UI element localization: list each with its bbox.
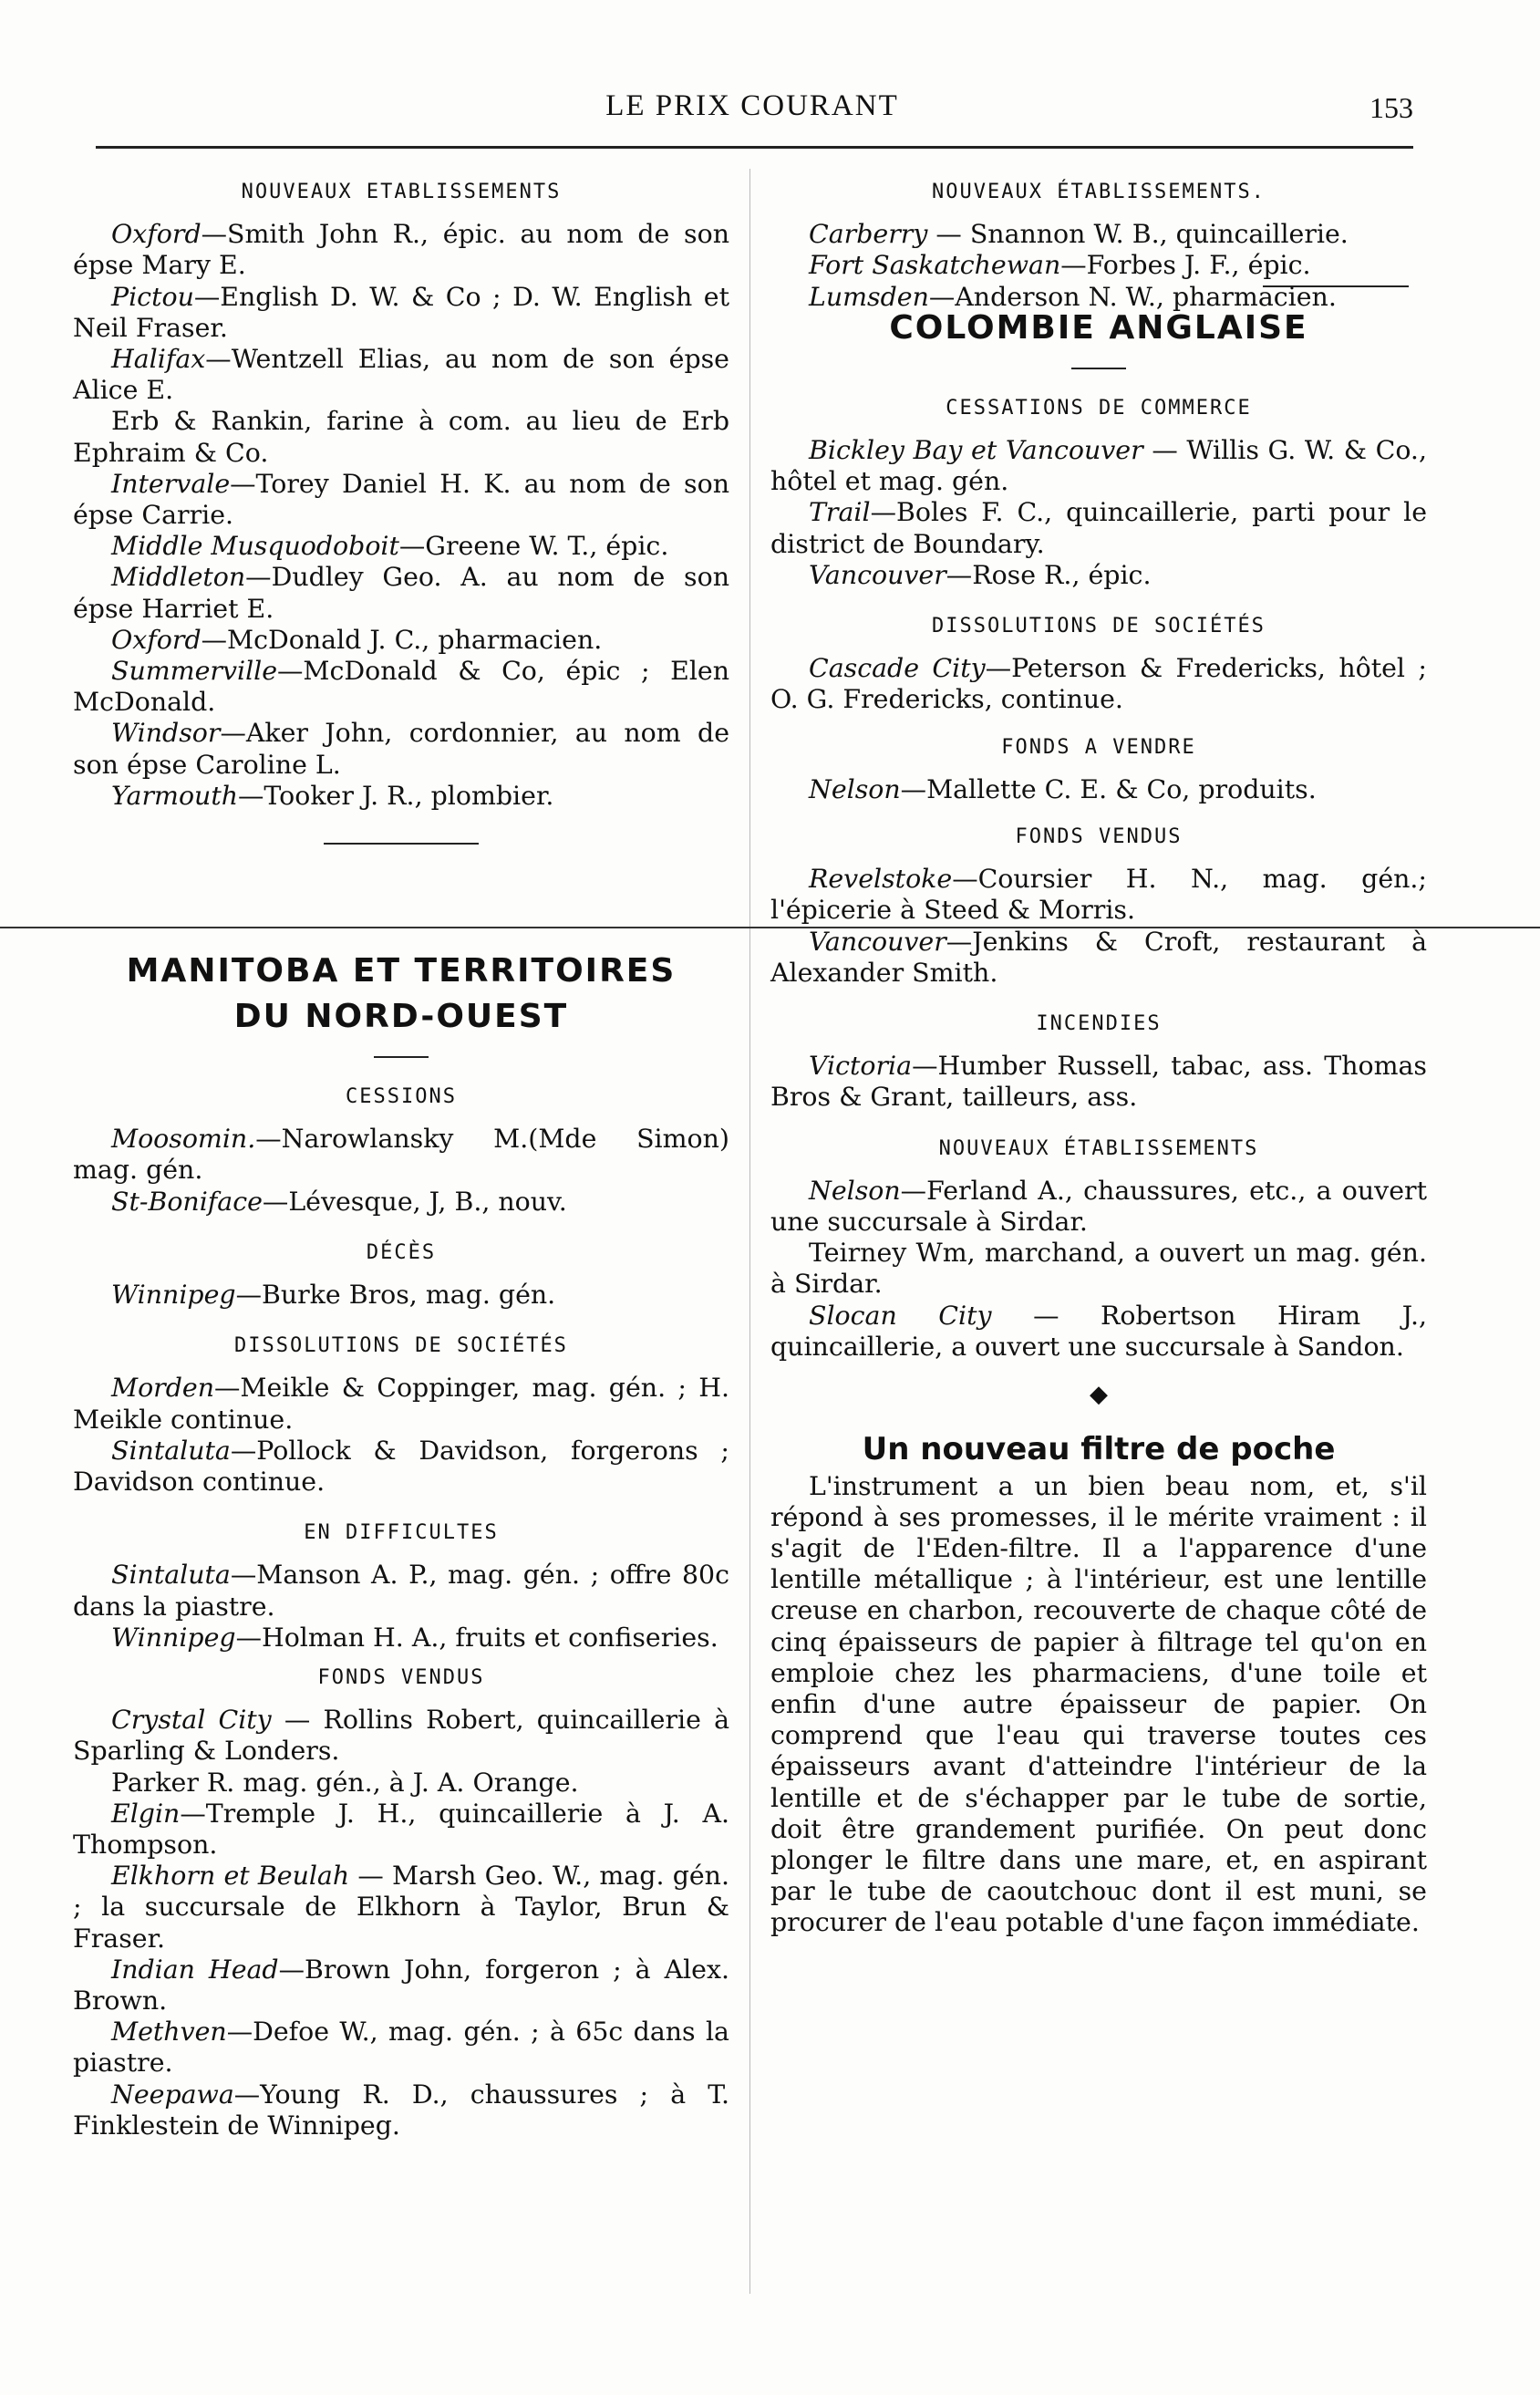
column-divider — [749, 169, 750, 2294]
diamond-ornament-icon: ◆ — [1090, 1381, 1108, 1409]
place-name: Lumsden — [809, 281, 929, 312]
province-heading-line1: MANITOBA ET TERRITOIRES — [126, 952, 677, 990]
entry-text: —Manson A. P., mag. gén. ; offre 80c dans la piastre. — [73, 1560, 729, 1622]
entry-text: —Forbes J. F., épic. — [1060, 250, 1311, 281]
section-heading: CESSIONS — [346, 1085, 457, 1108]
entry-list — [770, 864, 1427, 989]
entry-text: —Burke Bros, mag. gén. — [235, 1280, 556, 1311]
place-name: Neepawa — [111, 2079, 234, 2110]
entry-text: —Brown John, forgeron ; à Alex. Brown. — [73, 1954, 729, 2017]
listing-entry — [73, 562, 729, 624]
entry-list — [73, 1124, 729, 1218]
article-body: L'instrument a un bien beau nom, et, s'il répond à ses promesses, il le mérite vraiment : il s'agit de l'Eden-filtre. Il a l'apparence d'une lentille métallique ; à l'intérieur, est une lentille creuse en charbon, recouverte de chaque côté de cinq épaisseurs de papier à filtrage tel qu'on en emploie chez les pharmaciens, d'une toile et enfin d'une autre épaisseur de papier. On comprend que l'eau qui traverse toutes ces épaisseurs avant d'atteindre l'intérieur de la lentille et de s'échapper par le tube de sortie, doit être grandement purifiée. On peut donc plonger le filtre dans une mare, et, en aspirant par le tube de caoutchouc dont il est muni, se procurer de l'eau potable d'une façon immédiate. — [770, 1470, 1427, 1938]
left-column-top — [73, 171, 729, 852]
entry-text: —Ferland A., chaussures, etc., a ouvert une succursale à Sirdar. — [770, 1175, 1427, 1238]
place-name: Nelson — [809, 1175, 901, 1206]
section-heading: NOUVEAUX ÉTABLISSEMENTS — [938, 1136, 1259, 1160]
listing-entry — [73, 1623, 729, 1654]
listing-entry — [770, 1301, 1427, 1363]
section-heading: FONDS VENDUS — [1015, 825, 1183, 849]
listing-entry — [770, 219, 1427, 250]
place-name: Winnipeg — [111, 1280, 236, 1311]
entry-text: —Aker John, cordonnier, au nom de son épse Caroline L. — [73, 718, 729, 780]
entry-text: —Pollock & Davidson, forgerons ; Davidson continue. — [73, 1435, 729, 1498]
listing-entry — [73, 282, 729, 344]
place-name: Indian Head — [111, 1954, 279, 1985]
listing-entry — [73, 1560, 729, 1622]
section-heading: EN DIFFICULTES — [304, 1521, 499, 1545]
place-name: Summerville — [111, 656, 278, 687]
left-column-bottom — [73, 949, 729, 2141]
publication-title: LE PRIX COURANT — [605, 89, 899, 122]
page-number: 153 — [1369, 91, 1413, 124]
place-name: Revelstoke — [809, 864, 953, 895]
entry-text: — Marsh Geo. W., mag. gén. ; la succursale de Elkhorn à Taylor, Brun & Fraser. — [73, 1861, 729, 1954]
section-heading: FONDS VENDUS — [317, 1666, 485, 1690]
place-name: Moosomin. — [111, 1124, 256, 1155]
entry-text: —Smith John R., épic. au nom de son épse Mary E. — [73, 219, 729, 281]
section-heading: CESSATIONS DE COMMERCE — [946, 396, 1252, 420]
listing-entry — [770, 927, 1427, 989]
place-name: Elkhorn et Beulah — [111, 1861, 350, 1892]
listing-entry — [73, 625, 729, 656]
place-name: Nelson — [809, 773, 901, 804]
place-name: Oxford — [111, 624, 202, 655]
listing-entry — [73, 469, 729, 531]
place-name: Winnipeg — [111, 1622, 236, 1653]
entry-text: —English D. W. & Co ; D. W. English et Neil Fraser. — [73, 281, 729, 343]
entry-list — [770, 653, 1427, 715]
listing-entry — [73, 219, 729, 281]
entry-text: — Snannon W. B., quincaillerie. — [927, 219, 1349, 250]
entry-text: — Rollins Robert, quincaillerie à Sparling & Londers. — [73, 1705, 729, 1767]
listing-entry — [73, 1436, 729, 1498]
listing-entry — [770, 560, 1427, 591]
short-rule — [1071, 368, 1126, 369]
listing-entry — [73, 1124, 729, 1186]
listing-entry — [73, 531, 729, 562]
listing-entry — [770, 1238, 1427, 1300]
entry-list — [770, 435, 1427, 591]
section-heading: NOUVEAUX ÉTABLISSEMENTS. — [932, 181, 1266, 203]
province-heading-line2: DU NORD-OUEST — [233, 998, 569, 1035]
listing-entry — [770, 497, 1427, 559]
listing-entry — [73, 656, 729, 718]
listing-entry — [770, 774, 1427, 805]
entry-text: —Holman H. A., fruits et confiseries. — [235, 1622, 718, 1653]
entry-text: —Mallette C. E. & Co, produits. — [900, 773, 1317, 804]
short-rule — [374, 1056, 429, 1058]
place-name: Carberry — [809, 219, 928, 250]
header-rule — [96, 146, 1413, 149]
entry-text: —Jenkins & Croft, restaurant à Alexander Smith. — [770, 926, 1427, 988]
entry-list — [73, 1280, 729, 1311]
entry-text: —Boles F. C., quincaillerie, parti pour le district de Boundary. — [770, 497, 1427, 559]
entry-text: — Willis G. W. & Co., hôtel et mag. gén. — [770, 435, 1427, 497]
listing-entry — [73, 406, 729, 468]
province-heading: COLOMBIE ANGLAISE — [889, 308, 1308, 347]
entry-text: —Meikle & Coppinger, mag. gén. ; H. Meikle continue. — [73, 1373, 729, 1435]
section-heading: DÉCÈS — [366, 1240, 437, 1264]
listing-entry — [73, 2079, 729, 2141]
place-name: Methven — [111, 2017, 227, 2048]
place-name: Windsor — [111, 718, 221, 749]
section-heading: INCENDIES — [1036, 1012, 1162, 1036]
place-name: Bickley Bay et Vancouver — [809, 435, 1143, 466]
entry-text: —Wentzell Elias, au nom de son épse Alice E. — [73, 344, 729, 406]
entry-text: —Anderson N. W., pharmacien. — [928, 281, 1337, 312]
place-name: Yarmouth — [111, 780, 239, 811]
place-name: Middleton — [111, 562, 246, 593]
place-name: Vancouver — [809, 559, 946, 590]
entry-text: —Lévesque, J, B., nouv. — [262, 1186, 567, 1217]
listing-entry — [73, 1861, 729, 1954]
listing-entry — [73, 1187, 729, 1218]
entry-list — [73, 1560, 729, 1654]
place-name: Crystal City — [111, 1705, 272, 1736]
place-name: Halifax — [111, 344, 206, 375]
place-name: Victoria — [809, 1051, 913, 1082]
place-name: Cascade City — [809, 653, 986, 684]
entry-list — [770, 774, 1427, 805]
section-heading: DISSOLUTIONS DE SOCIÉTÉS — [932, 615, 1266, 638]
entry-text: —Dudley Geo. A. au nom de son épse Harriet E. — [73, 562, 729, 624]
section-heading: NOUVEAUX ETABLISSEMENTS — [241, 181, 562, 203]
entry-text: —Narowlansky M.(Mde Simon) mag. gén. — [73, 1124, 729, 1186]
entry-list — [73, 219, 729, 812]
listing-entry — [73, 1954, 729, 2017]
entry-text: —Rose R., épic. — [946, 559, 1152, 590]
listing-entry — [770, 250, 1427, 281]
entry-text: —Torey Daniel H. K. au nom de son épse Carrie. — [73, 468, 729, 531]
section-rule — [324, 843, 479, 845]
place-name: Sintaluta — [111, 1560, 231, 1591]
entry-list — [73, 1373, 729, 1498]
entry-text: —Coursier H. N., mag. gén.; l'épicerie à Steed & Morris. — [770, 864, 1427, 926]
listing-entry — [770, 1176, 1427, 1238]
entry-list — [770, 219, 1427, 313]
entry-list — [73, 1705, 729, 2141]
entry-text: — Robertson Hiram J., quincaillerie, a ouvert une succursale à Sandon. — [770, 1300, 1428, 1362]
entry-text: —McDonald & Co, épic ; Elen McDonald. — [73, 656, 729, 718]
entry-list — [770, 1176, 1427, 1363]
entry-text: —Tremple J. H., quincaillerie à J. A. Thompson. — [73, 1798, 729, 1861]
entry-text: —Humber Russell, tabac, ass. Thomas Bros & Grant, tailleurs, ass. — [770, 1051, 1427, 1113]
listing-entry — [73, 1705, 729, 1767]
place-name: Sintaluta — [111, 1435, 231, 1466]
entry-text: —Young R. D., chaussures ; à T. Finklestein de Winnipeg. — [73, 2079, 729, 2141]
listing-entry — [73, 781, 729, 812]
place-name: Fort Saskatchewan — [809, 250, 1061, 281]
entry-text: Teirney Wm, marchand, a ouvert un mag. gén. à Sirdar. — [770, 1238, 1427, 1300]
listing-entry — [770, 1051, 1427, 1113]
page-header — [91, 84, 1413, 139]
place-name: Intervale — [111, 468, 231, 499]
listing-entry — [770, 864, 1427, 926]
place-name: Slocan City — [809, 1300, 992, 1331]
place-name: Pictou — [111, 281, 194, 312]
listing-entry — [73, 1799, 729, 1861]
entry-text: —McDonald J. C., pharmacien. — [201, 624, 603, 655]
listing-entry — [770, 653, 1427, 715]
place-name: Elgin — [111, 1798, 181, 1829]
entry-text: Parker R. mag. gén., à J. A. Orange. — [111, 1767, 579, 1798]
listing-entry — [770, 435, 1427, 497]
article-title: Un nouveau filtre de poche — [862, 1431, 1336, 1468]
place-name: St-Boniface — [111, 1186, 263, 1217]
place-name: Oxford — [111, 219, 202, 250]
place-name: Trail — [809, 497, 871, 528]
listing-entry — [73, 2017, 729, 2079]
place-name: Morden — [111, 1373, 214, 1404]
listing-entry — [73, 1768, 729, 1799]
entry-text: —Defoe W., mag. gén. ; à 65c dans la piastre. — [73, 2017, 729, 2079]
place-name: Vancouver — [809, 926, 946, 957]
entry-text: —Greene W. T., épic. — [398, 531, 669, 562]
place-name: Middle Musquodoboit — [111, 531, 399, 562]
section-heading: FONDS A VENDRE — [1001, 735, 1196, 759]
listing-entry — [73, 344, 729, 406]
entry-text: Erb & Rankin, farine à com. au lieu de Erb Ephraim & Co. — [73, 406, 729, 468]
entry-text: —Tooker J. R., plombier. — [238, 780, 554, 811]
entry-text: —Peterson & Fredericks, hôtel ; O. G. Fredericks, continue. — [770, 653, 1427, 715]
listing-entry — [73, 718, 729, 780]
section-heading: DISSOLUTIONS DE SOCIÉTÉS — [234, 1334, 568, 1358]
listing-entry — [73, 1373, 729, 1435]
entry-list — [770, 1051, 1427, 1113]
listing-entry — [73, 1280, 729, 1311]
right-column — [770, 171, 1427, 1939]
